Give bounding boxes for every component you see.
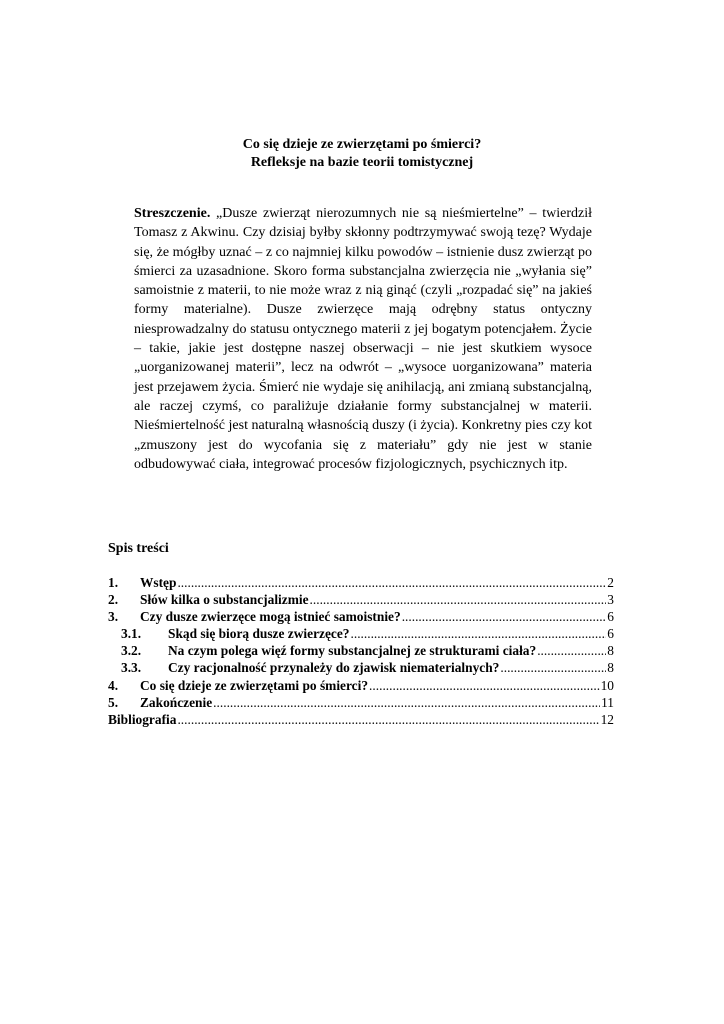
toc-entry-title: Zakończenie: [140, 694, 213, 710]
toc-entry-page: 6: [607, 626, 614, 642]
toc-entry-page: 2: [607, 575, 614, 590]
abstract-label: Streszczenie.: [134, 206, 211, 221]
toc-leader-dots: [310, 591, 607, 608]
toc-leader-dots: [213, 694, 600, 711]
toc-heading: Spis treści: [108, 541, 169, 556]
toc-entry-dusze-samoistnie[interactable]: [108, 608, 614, 625]
toc-entry-number: 3.: [108, 609, 119, 625]
toc-entry-substancjalizm[interactable]: [108, 591, 614, 608]
toc-entry-bibliografia[interactable]: [108, 711, 614, 728]
toc-entry-number: 3.3.: [121, 660, 142, 676]
toc-entry-title: Bibliografia: [108, 711, 177, 727]
toc-entry-wstep[interactable]: [108, 574, 614, 591]
toc-leader-dots: [351, 625, 607, 642]
toc-entry-page: 3: [607, 592, 614, 608]
toc-entry-number: 2.: [108, 592, 119, 608]
toc-entry-title: Na czym polega więź formy substancjalnej ze strukturami ciała?: [168, 643, 537, 659]
toc-entry-skad-dusze[interactable]: [108, 625, 614, 642]
toc-entry-racjonalnosc[interactable]: [108, 659, 614, 676]
title-line-2: Refleksje na bazie teorii tomistycznej: [250, 155, 474, 170]
toc-leader-dots: [369, 677, 600, 694]
toc-entry-title: Skąd się biorą dusze zwierzęce?: [168, 626, 350, 642]
toc-leader-dots: [402, 608, 607, 625]
toc-entry-wiez-formy[interactable]: [108, 642, 614, 659]
toc-leader-dots: [177, 711, 599, 728]
abstract: [134, 204, 592, 474]
toc-entry-number: 3.2.: [121, 643, 142, 659]
table-of-contents: [108, 574, 614, 728]
toc-entry-page: 10: [600, 677, 614, 693]
toc-leader-dots: [537, 642, 606, 659]
toc-entry-title: Co się dzieje ze zwierzętami po śmierci?: [140, 677, 369, 693]
toc-entry-number: 4.: [108, 677, 119, 693]
toc-entry-title: Słów kilka o substancjalizmie: [140, 592, 309, 608]
toc-entry-page: 8: [607, 660, 614, 676]
toc-entry-page: 8: [607, 643, 614, 659]
toc-entry-title: Wstęp: [140, 575, 177, 590]
toc-entry-title: Czy racjonalność przynależy do zjawisk niematerialnych?: [168, 660, 500, 676]
toc-entry-page: 6: [607, 609, 614, 625]
toc-entry-po-smierci[interactable]: [108, 677, 614, 694]
toc-leader-dots: [500, 659, 606, 676]
abstract-text: „Dusze zwierząt nierozumnych nie są nieśmiertelne” – twierdził Tomasz z Akwinu. Czy dzisiaj byłby skłonny podtrzymywać swoją tezę? Wydaje się, że mógłby uznać – z co najmniej kilku powodów – istnienie dusz zwierząt po śmierci za uzasadnione. Skoro forma substancjalna zwierzęcia nie „wyłania się” samoistnie z materii, to nie może wraz z nią ginąć (czyli „rozpadać się” na jakieś formy materialne). Dusze zwierzęce mają odrębny status ontyczny niesprowadzalny do statusu ontycznego materii z jej bogatym potencjałem. Życie – takie, jakie jest dostępne naszej obserwacji – nie jest skutkiem wysoce „uorganizowanej materii”, lecz na odwrót – „wysoce uorganizowana” materia jest przejawem życia. Śmierć nie wydaje się anihilacją, ani zmianą substancjalną, ale raczej czymś, co paraliżuje działanie formy substancjalnej w materii. Nieśmiertelność jest naturalną własnością duszy (i życia). Konkretny pies czy kot „zmuszony jest do wycofania się z materiału” gdy nie jest w stanie odbudowywać ciała, integrować procesów fizjologicznych, psychicznych itp.: [134, 206, 592, 472]
toc-entry-page: 11: [601, 694, 614, 710]
toc-entry-page: 12: [600, 711, 614, 727]
toc-entry-number: 5.: [108, 694, 119, 710]
toc-entry-title: Czy dusze zwierzęce mogą istnieć samoistnie?: [140, 609, 401, 625]
title-line-1: Co się dzieje ze zwierzętami po śmierci?: [242, 137, 482, 152]
document-title: [0, 136, 724, 172]
toc-entry-zakonczenie[interactable]: [108, 694, 614, 711]
toc-leader-dots: [177, 574, 606, 591]
toc-entry-number: 3.1.: [121, 626, 142, 642]
toc-entry-number: 1.: [108, 575, 119, 590]
